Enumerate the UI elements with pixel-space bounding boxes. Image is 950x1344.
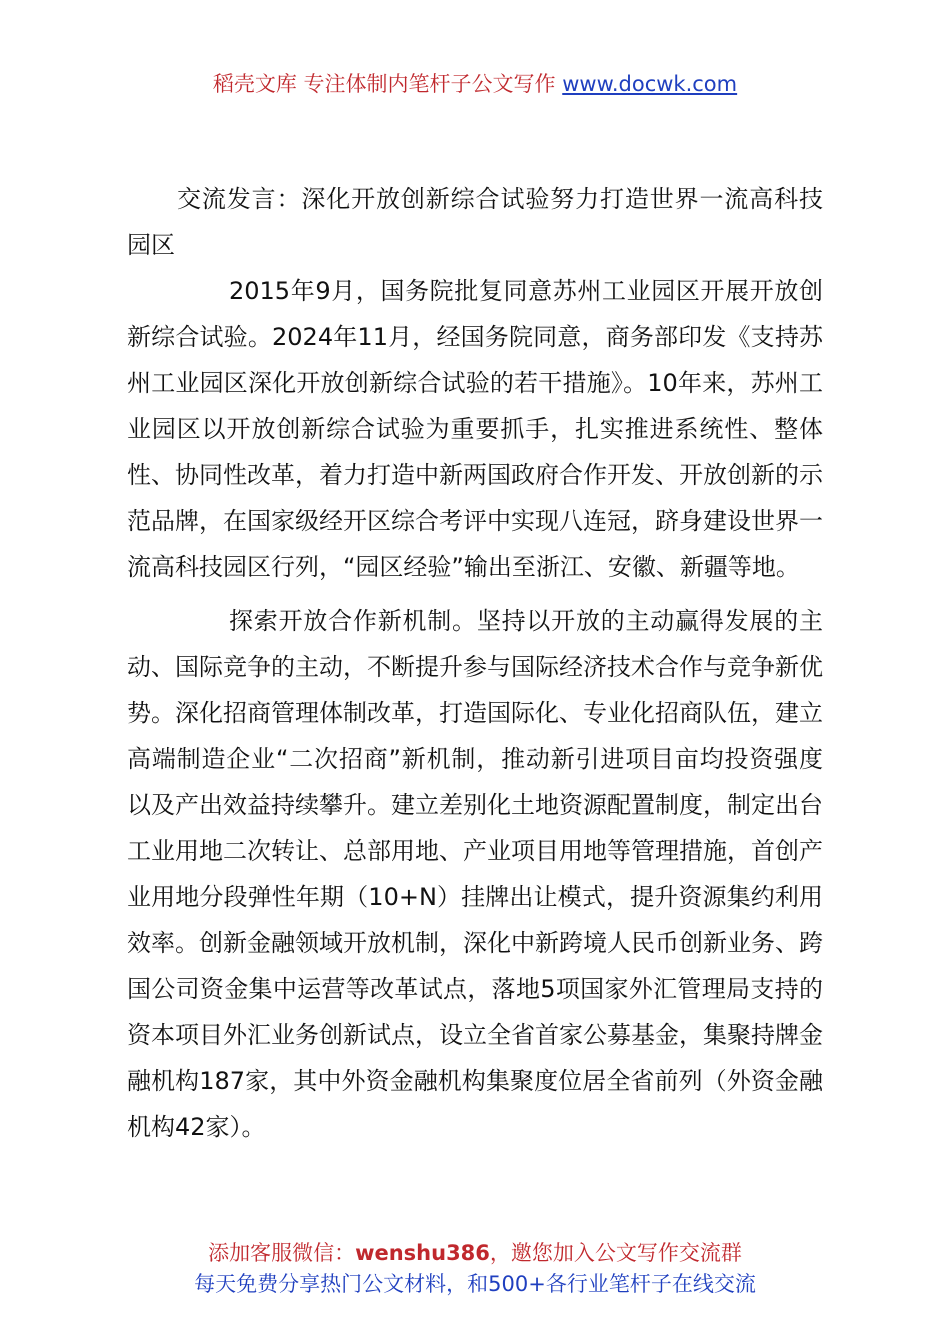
- footer-contact-suffix: ，邀您加入公文写作交流群: [489, 1241, 742, 1265]
- paragraph-intro: 2015年9月，国务院批复同意苏州工业园区开展开放创新综合试验。2024年11月，经国务院同意，商务部印发《支持苏州工业园区深化开放创新综合试验的若干措施》。10年来，苏州工业园区以开放创新综合试验为重要抓手，扎实推进系统性、整体性、协同性改革，着力打造中新两国政府合作开发、开放创新的示范品牌，在国家级经开区综合考评中实现八连冠，跻身建设世界一流高科技园区行列，“园区经验”输出至浙江、安徽、新疆等地。: [127, 277, 823, 581]
- header-brand: 稻壳文库 专注体制内笔杆子公文写作: [212, 72, 556, 96]
- footer-wechat-id: wenshu386: [355, 1241, 490, 1265]
- page-header: [0, 70, 950, 98]
- page-footer: [0, 1238, 950, 1300]
- footer-share-line: 每天免费分享热门公文材料，和500+各行业笔杆子在线交流: [194, 1272, 756, 1296]
- paragraph-open-cooperation: 探索开放合作新机制。坚持以开放的主动赢得发展的主动、国际竞争的主动，不断提升参与国际经济技术合作与竞争新优势。深化招商管理体制改革，打造国际化、专业化招商队伍，建立高端制造企业“二次招商”新机制，推动新引进项目亩均投资强度以及产出效益持续攀升。建立差别化土地资源配置制度，制定出台工业用地二次转让、总部用地、产业项目用地等管理措施，首创产业用地分段弹性年期（10+N）挂牌出让模式，提升资源集约利用效率。创新金融领域开放机制，深化中新跨境人民币创新业务、跨国公司资金集中运营等改革试点，落地5项国家外汇管理局支持的资本项目外汇业务创新试点，设立全省首家公募基金，集聚持牌金融机构187家，其中外资金融机构集聚度位居全省前列（外资金融机构42家）。: [127, 607, 823, 1141]
- footer-contact-line: [0, 1238, 950, 1269]
- footer-contact-prefix: 添加客服微信：: [208, 1241, 356, 1265]
- header-url-link[interactable]: www.docwk.com: [562, 72, 738, 96]
- document-title: 交流发言：深化开放创新综合试验努力打造世界一流高科技园区: [127, 185, 823, 259]
- document-body: [127, 176, 823, 1150]
